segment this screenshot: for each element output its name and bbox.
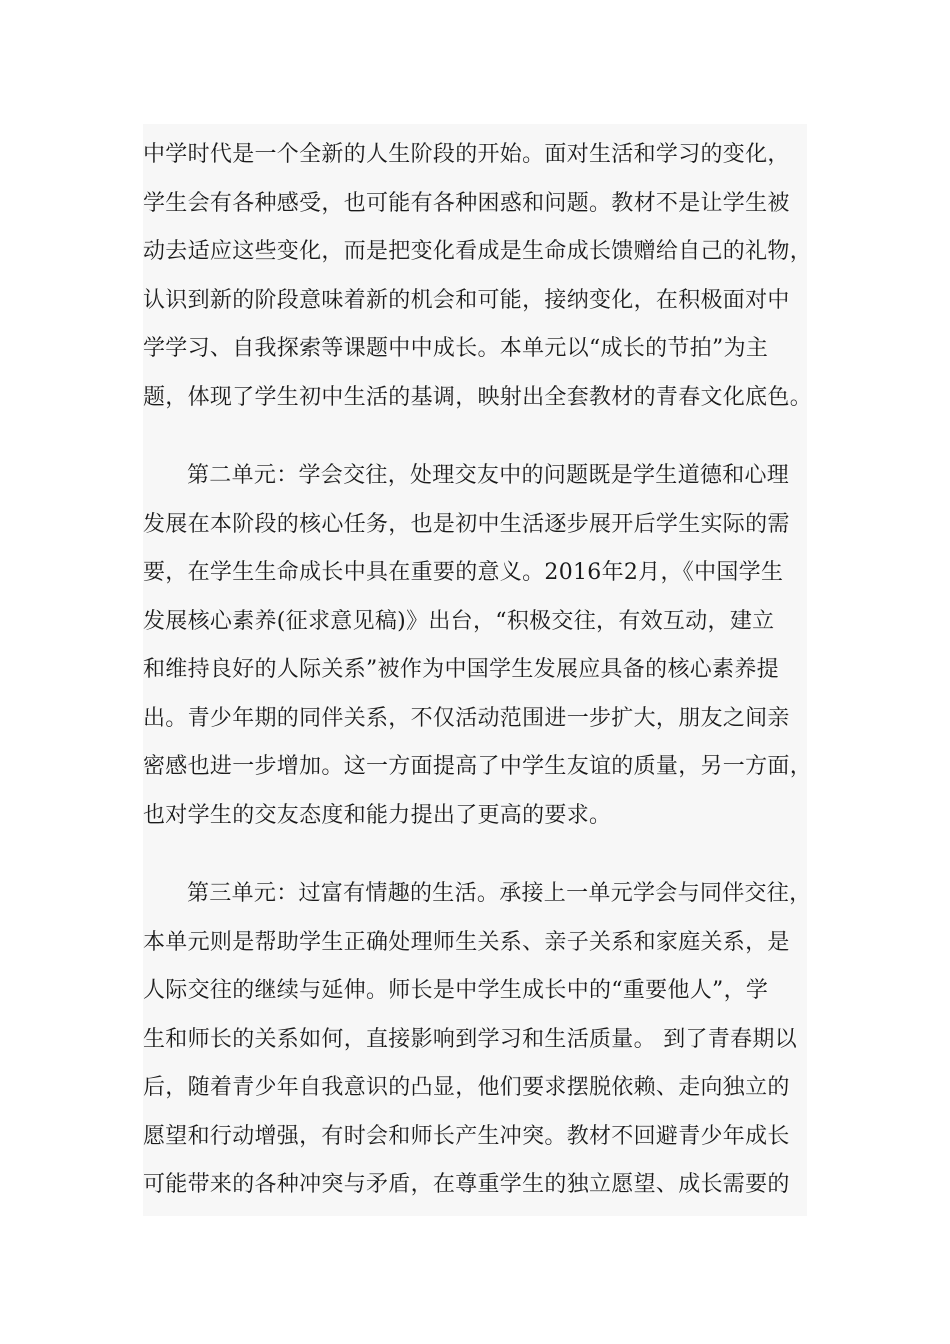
text-line: 密感也进一步增加。这一方面提高了中学生友谊的质量，另一方面， (143, 754, 813, 779)
text-line: 出。青少年期的同伴关系，不仅活动范围进一步扩大，朋友之间亲 (143, 705, 790, 731)
text-line: 也对学生的交友态度和能力提出了更高的要求。 (143, 802, 612, 828)
text-line: 学学习、自我探索等课题中中成长。本单元以“成长的节拍”为主 (143, 336, 769, 361)
text-line: 第二单元：学会交往，处理交友中的问题既是学生道德和心理 (187, 463, 790, 488)
paragraph-2 (143, 452, 823, 840)
text-line: 动去适应这些变化，而是把变化看成是生命成长馈赠给自己的礼物， (143, 239, 813, 264)
text-line: 认识到新的阶段意味着新的机会和可能，接纳变化，在积极面对中 (143, 287, 790, 313)
text-line: 生和师长的关系如何，直接影响到学习和生活质量。 到了青春期以 (143, 1026, 797, 1052)
text-body (143, 124, 813, 1216)
text-line: 本单元则是帮助学生正确处理师生关系、亲子关系和家庭关系，是 (143, 929, 790, 955)
paragraph-1 (143, 131, 823, 422)
text-line: 中学时代是一个全新的人生阶段的开始。面对生活和学习的变化， (143, 142, 790, 167)
text-line: 题，体现了学生初中生活的基调，映射出全套教材的青春文化底色。 (143, 384, 813, 410)
text-line: 要，在学生生命成长中具在重要的意义。2016年2月，《中国学生 (143, 560, 784, 585)
text-line: 可能带来的各种冲突与矛盾，在尊重学生的独立愿望、成长需要的 (143, 1172, 790, 1197)
text-line: 学生会有各种感受，也可能有各种困惑和问题。教材不是让学生被 (143, 190, 790, 216)
text-line: 人际交往的继续与延伸。师长是中学生成长中的“重要他人”，学 (143, 978, 769, 1003)
paragraph-3 (143, 870, 823, 1210)
text-line: 第三单元：过富有情趣的生活。承接上一单元学会与同伴交往， (187, 881, 812, 906)
text-line: 和维持良好的人际关系”被作为中国学生发展应具备的核心素养提 (143, 657, 779, 682)
text-line: 发展核心素养(征求意见稿)》出台，“积极交往，有效互动，建立 (143, 608, 775, 634)
text-line: 发展在本阶段的核心任务，也是初中生活逐步展开后学生实际的需 (143, 511, 790, 537)
text-line: 后，随着青少年自我意识的凸显，他们要求摆脱依赖、走向独立的 (143, 1075, 790, 1100)
text-line: 愿望和行动增强，有时会和师长产生冲突。教材不回避青少年成长 (143, 1123, 790, 1149)
